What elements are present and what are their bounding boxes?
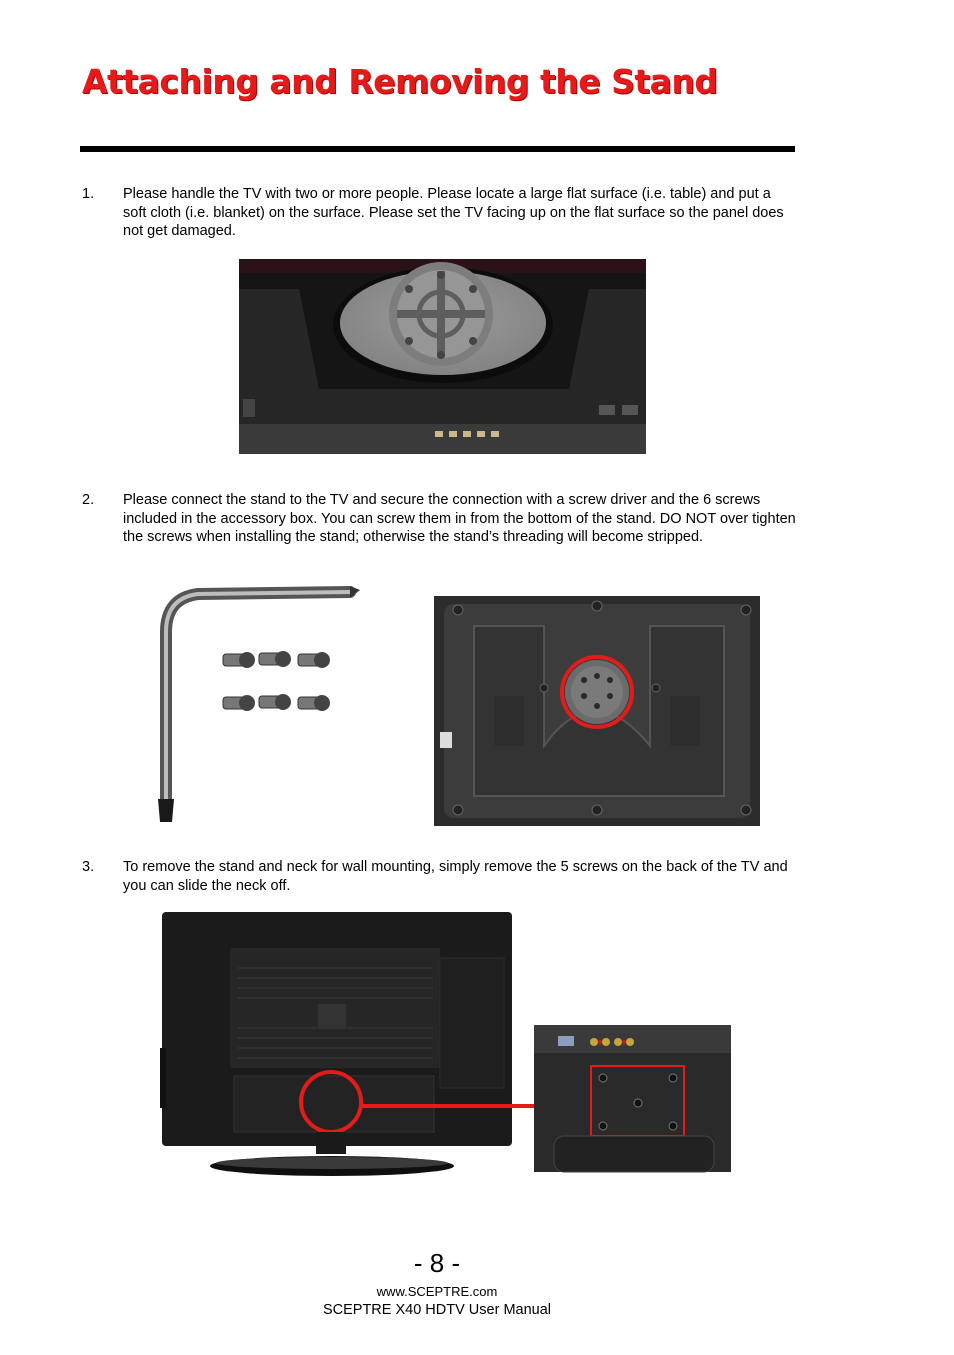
step-3-number: 3. [82,859,95,875]
title-divider [80,146,795,152]
photo-tv-back-neck-screws [158,908,738,1180]
photo-stand-bottom [434,596,760,826]
footer-website: www.SCEPTRE.com [376,1284,498,1299]
step-2-number: 2. [82,492,95,508]
step-1-number: 1. [82,186,95,202]
step-3-text: To remove the stand and neck for wall mounting, simply remove the 5 screws on the back of the TV and you can slide the neck off. [123,859,788,894]
page-title: Attaching and Removing the Stand [82,62,718,101]
page-number: - 8 - [413,1248,461,1278]
step-2-text: Please connect the stand to the TV and secure the connection with a screw driver and the 6 screws included in the accessory box. You can screw them in from the bottom of the stand. DO NOT over tighten the screws when installing the stand; otherwise the stand’s threading will become stripped. [123,492,796,545]
step-1-text: Please handle the TV with two or more people. Please locate a large flat surface (i.e. table) and put a soft cloth (i.e. blanket) on the surface. Please set the TV facing up on the flat surface so the panel does not get damaged. [123,186,784,239]
photo-stand-base-on-tv [239,259,646,454]
photo-screwdriver-and-screws [150,584,365,824]
footer-manual-name: SCEPTRE X40 HDTV User Manual [322,1302,552,1318]
